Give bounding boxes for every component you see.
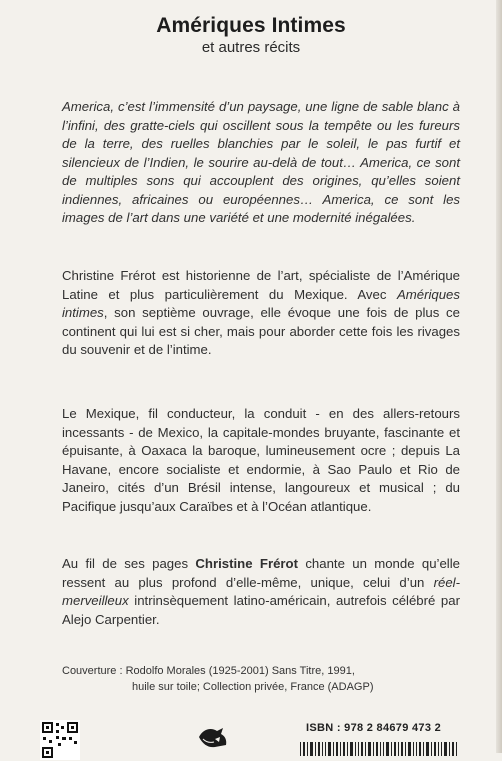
paragraph-4-text-a: Au fil de ses pages	[62, 556, 196, 571]
paragraph-4-author: Christine Frérot	[195, 556, 298, 571]
book-title: Amériques Intimes	[156, 14, 346, 37]
paragraph-1-text: America, c’est l’immensité d’un paysage, une ligne de sable blanc à l’infini, des gratte-ciels qui oscillent sous la tempête ou les fureurs de la terre, des ruelles blanchies par le soleil, le pas furtif et silencieux de l’Indien, le sourire au-delà de tout… America, ce sont de multiples sons qui accouplent des origines, qu’elles soient indiennes, africaines ou européennes… America, ce sont les images de l’art dans une variété et une modernité inégalées.	[62, 99, 460, 225]
paragraph-4-text-c: intrinsèquement latino-américain, autrefois célébré par Alejo Carpentier.	[62, 593, 460, 627]
bird-logo-icon	[193, 721, 233, 760]
qr-code-icon	[40, 720, 80, 760]
paragraph-2-book-title: Amériques intimes	[62, 286, 460, 320]
paragraph-2-text-b: , son septième ouvrage, elle évoque une fois de plus ce continent qui lui est si cher, mais pour aborder cette fois les rivages du souvenir et de l’intime.	[62, 305, 460, 357]
book-edge	[496, 0, 502, 753]
paragraph-2-text-a: Christine Frérot est historienne de l’art, spécialiste de l’Amérique Latine et plus particulièrement du Mexique. Avec	[62, 268, 460, 302]
credit-line-2: huile sur toile; Collection privée, France (ADAGP)	[132, 681, 374, 693]
book-subtitle: et autres récits	[201, 39, 301, 56]
back-cover-header	[0, 14, 502, 57]
blurb-paragraph-3	[62, 405, 460, 516]
cover-credit	[62, 663, 442, 695]
blurb-paragraph-1	[62, 98, 460, 228]
credit-line-1: Couverture : Rodolfo Morales (1925-2001) Sans Titre, 1991,	[62, 665, 355, 677]
blurb-paragraph-2	[62, 267, 460, 360]
blurb-paragraph-4	[62, 555, 460, 629]
paragraph-4-text-b: chante un monde qu’elle ressent au plus profond d’elle-même, unique, celui d’un	[62, 556, 461, 590]
barcode-icon	[300, 742, 460, 756]
isbn-number: ISBN : 978 2 84679 473 2	[306, 722, 442, 734]
paragraph-4-italic: réel-merveilleux	[62, 574, 460, 608]
paragraph-3-text: Le Mexique, fil conducteur, la conduit - en des allers-retours incessants - de Mexico, la capitale-mondes bruyante, fascinante et épuisante, à Oaxaca la baroque, lumineusement ocre ; depuis La Havane, encore socialiste et endormie, à Sao Paulo et Rio de Janeiro, cités d’un Brésil intense, langoureux et musical ; du Pacifique jusqu’aux Caraïbes et à l’Océan atlantique.	[62, 406, 460, 514]
